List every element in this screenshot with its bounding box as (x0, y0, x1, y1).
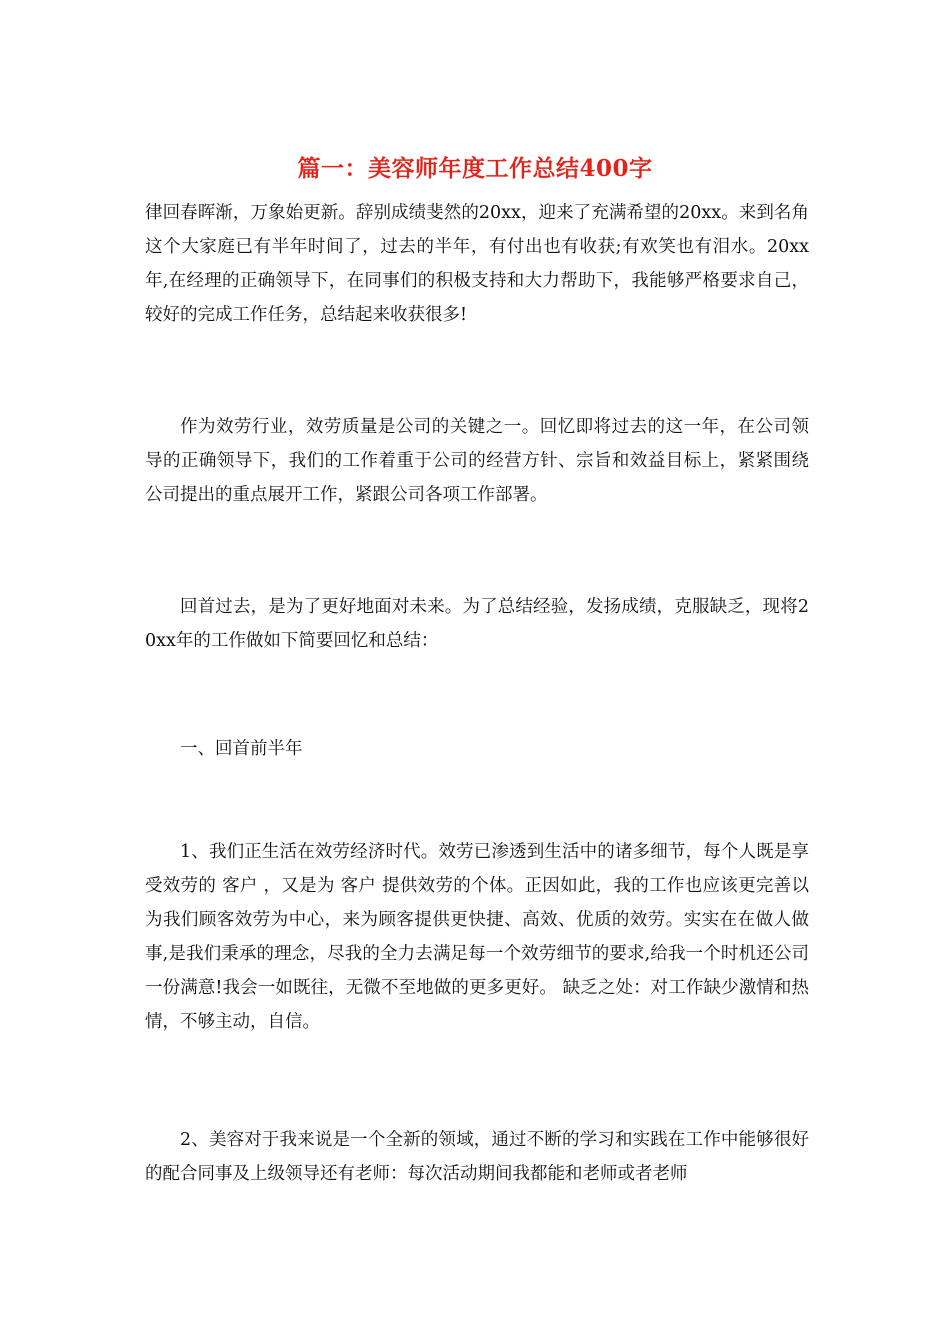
paragraph-review-purpose: 回首过去，是为了更好地面对未来。为了总结经验，发扬成绩，克服缺乏，现将20xx年的工作做如下简要回忆和总结： (145, 597, 809, 651)
section-heading-first-half: 一、回首前半年 (180, 739, 303, 759)
paragraph-item-1: 1、我们正生活在效劳经济时代。效劳已渗透到生活中的诸多细节，每个人既是享受效劳的 客户 ，又是为 客户 提供效劳的个体。正因如此，我的工作也应该更完善以为我们顾客效劳为中心，来为顾客提供更快捷、高效、优质的效劳。实实在在做人做事,是我们秉承的理念，尽我的全力去满足每一个效劳细节的要求,给我一个时机还公司一份满意!我会一如既往，无微不至地做的更多更好。 缺乏之处：对工作缺少激情和热情，不够主动，自信。 (145, 842, 809, 1032)
document-title: 篇一：美容师年度工作总结400字 (297, 155, 653, 182)
paragraph-service-quality: 作为效劳行业，效劳质量是公司的关键之一。回忆即将过去的这一年，在公司领导的正确领导下，我们的工作着重于公司的经营方针、宗旨和效益目标上，紧紧围绕公司提出的重点展开工作，紧跟公司各项工作部署。 (145, 417, 809, 505)
paragraph-intro: 律回春晖渐，万象始更新。辞别成绩斐然的20xx，迎来了充满希望的20xx。来到名角这个大家庭已有半年时间了，过去的半年，有付出也有收获;有欢笑也有泪水。20xx年,在经理的正确领导下，在同事们的积极支持和大力帮助下，我能够严格要求自己，较好的完成工作任务，总结起来收获很多! (145, 203, 809, 325)
paragraph-item-2: 2、美容对于我来说是一个全新的领域，通过不断的学习和实践在工作中能够很好的配合同事及上级领导还有老师：每次活动期间我都能和老师或者老师 (145, 1130, 809, 1184)
